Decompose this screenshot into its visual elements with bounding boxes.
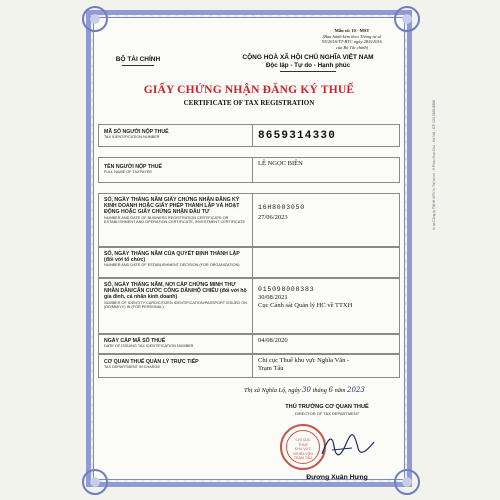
divider xyxy=(280,71,336,72)
row-label xyxy=(104,129,249,140)
stamp-text: TRẠM TẤU xyxy=(293,456,313,460)
certificate-subtitle: CERTIFICATE OF TAX REGISTRATION xyxy=(183,99,315,107)
signer-title xyxy=(262,404,392,416)
ministry-name: BỘ TÀI CHÍNH xyxy=(115,56,161,63)
signature-icon xyxy=(318,428,378,462)
taxpayer-name-value: LÊ NGỌC BIÊN xyxy=(258,160,303,167)
issue-date-line xyxy=(244,386,365,394)
form-ref-line: của Bộ Tài chính) xyxy=(335,44,369,50)
nation-name: CỘNG HOÀ XÃ HỘI CHỦ NGHĨA VIỆT NAM xyxy=(242,54,374,61)
label-en: NUMBER AND DATE OF BUSINESS REGISTRATION CERTIFICATE OR ESTABLISHMENT AND OPERATION CERTIFICATE, INVESTMENT CERTIFICATE xyxy=(104,215,245,225)
stamp-text: CHI CỤC xyxy=(295,438,311,442)
label-vi: CƠ QUAN THUẾ QUẢN LÝ TRỰC TIẾP xyxy=(104,359,199,365)
corner-ornament-icon xyxy=(82,6,108,32)
national-motto xyxy=(218,54,398,70)
label-vi: NGÀY CẤP MÃ SỐ THUẾ xyxy=(104,338,166,344)
stamp-text: KHU VỰC xyxy=(294,447,312,451)
tax-id-value: 8659314330 xyxy=(258,130,337,142)
row-label xyxy=(104,197,249,225)
form-ref-line: (Ban hành kèm theo Thông tư số xyxy=(322,33,382,39)
registration-number: 16H8003050 xyxy=(258,204,306,211)
column-separator xyxy=(252,354,253,378)
corner-ornament-icon xyxy=(394,469,420,495)
year-label: năm xyxy=(334,387,346,394)
column-separator xyxy=(252,157,253,183)
column-separator xyxy=(252,247,253,278)
signer-title-vi: THỦ TRƯỞNG CƠ QUAN THUẾ xyxy=(285,404,369,410)
row-label xyxy=(104,338,249,349)
form-reference xyxy=(312,28,392,50)
registration-values xyxy=(258,204,305,222)
row-label xyxy=(104,282,249,310)
corner-ornament-icon xyxy=(394,6,420,32)
stamp-ring xyxy=(286,430,320,464)
column-separator xyxy=(252,278,253,334)
id-card-number: 015098008383 xyxy=(258,286,315,293)
column-separator xyxy=(252,193,253,247)
nation-motto: Độc lập - Tự do - Hạnh phúc xyxy=(265,62,351,69)
form-ref-line: 95/2016/TT-BTC ngày 28/6/2016 xyxy=(322,39,382,44)
month-label: tháng xyxy=(312,387,327,394)
row-label xyxy=(104,359,249,370)
tax-department-values xyxy=(258,357,349,373)
label-vi: TÊN NGƯỜI NỘP THUẾ xyxy=(104,164,162,170)
label-vi: MÃ SỐ NGƯỜI NỘP THUẾ xyxy=(104,129,169,135)
signer-name: Đương Xuân Hưng xyxy=(306,474,368,481)
label-vi: SỐ, NGÀY THÁNG NĂM GIẤY CHỨNG NHẬN ĐĂNG KÝ KINH DOANH HOẶC GIẤY PHÉP THÀNH LẬP VÀ HOẠT ĐỘNG HOẶC GIẤY CHỨNG NHẬN ĐẦU TƯ xyxy=(104,197,240,216)
issue-month: 6 xyxy=(328,386,333,394)
issue-year: 2023 xyxy=(347,386,365,394)
label-vi: SỐ, NGÀY THÁNG NĂM, NƠI CẤP CHỨNG MINH THƯ NHÂN DÂN/CĂN CƯỚC CÔNG DÂN/HỘ CHIẾU (đối với hộ gia đình, cá nhân kinh doanh) xyxy=(104,282,247,301)
label-en: TAX DEPARTMENT IN CHARGE xyxy=(104,365,161,370)
label-en: DATE OF ISSUING TAX IDENTIFICATION NUMBER xyxy=(104,344,194,349)
column-separator xyxy=(252,124,253,147)
label-vi: SỐ, NGÀY THÁNG NĂM CỦA QUYẾT ĐỊNH THÀNH LẬP (đối với tổ chức) xyxy=(104,251,240,264)
label-en: NUMBER AND DATE OF ESTABLISHMENT DECISION (FOR ORGANIZATION) xyxy=(104,263,240,268)
id-card-values xyxy=(258,286,352,310)
certificate-title: GIẤY CHỨNG NHẬN ĐĂNG KÝ THUẾ xyxy=(143,84,355,96)
registration-date: 27/06/2023 xyxy=(258,214,288,221)
row-label xyxy=(104,164,249,175)
day-label: , ngày xyxy=(285,387,301,394)
label-en: NUMBER OF IDENTITY CARD/CITIZEN IDENTIFICATION/PASSPORT ISSUED ON (DD/MM/YY) IN (FOR PERSONAL) xyxy=(104,300,247,310)
stamp-text: NGHĨA VĂN xyxy=(293,451,313,456)
printer-note: In tại Công ty TNHH MTV In Tài chính - 5 Phan Huy Chú - Hà Nội - ĐT: 024.3826.8888 xyxy=(432,100,436,230)
tax-department-line: Trạm Tấu xyxy=(258,365,284,372)
form-number: Mẫu số: 10 - MST xyxy=(334,28,370,33)
divider xyxy=(122,65,154,66)
id-card-date: 30/08/2021 xyxy=(258,294,288,301)
issue-place: Thị xã Nghĩa Lộ xyxy=(244,387,286,394)
tax-department-line: Chi cục Thuế khu vực Nghĩa Văn - xyxy=(258,357,350,364)
issue-date-value: 04/08/2020 xyxy=(258,337,288,344)
label-en: FULL NAME OF TAXPAYER xyxy=(104,170,152,175)
issue-day: 30 xyxy=(302,386,312,394)
label-en: TAX IDENTIFICATION NUMBER xyxy=(104,135,160,140)
id-card-issuer: Cục Cảnh sát Quản lý HC về TTXH xyxy=(258,302,353,309)
signer-title-en: DIRECTOR OF TAX DEPARTMENT xyxy=(294,411,360,416)
column-separator xyxy=(252,334,253,354)
stamp-text: THUẾ xyxy=(298,442,308,447)
corner-ornament-icon xyxy=(82,469,108,495)
row-label xyxy=(104,251,249,268)
